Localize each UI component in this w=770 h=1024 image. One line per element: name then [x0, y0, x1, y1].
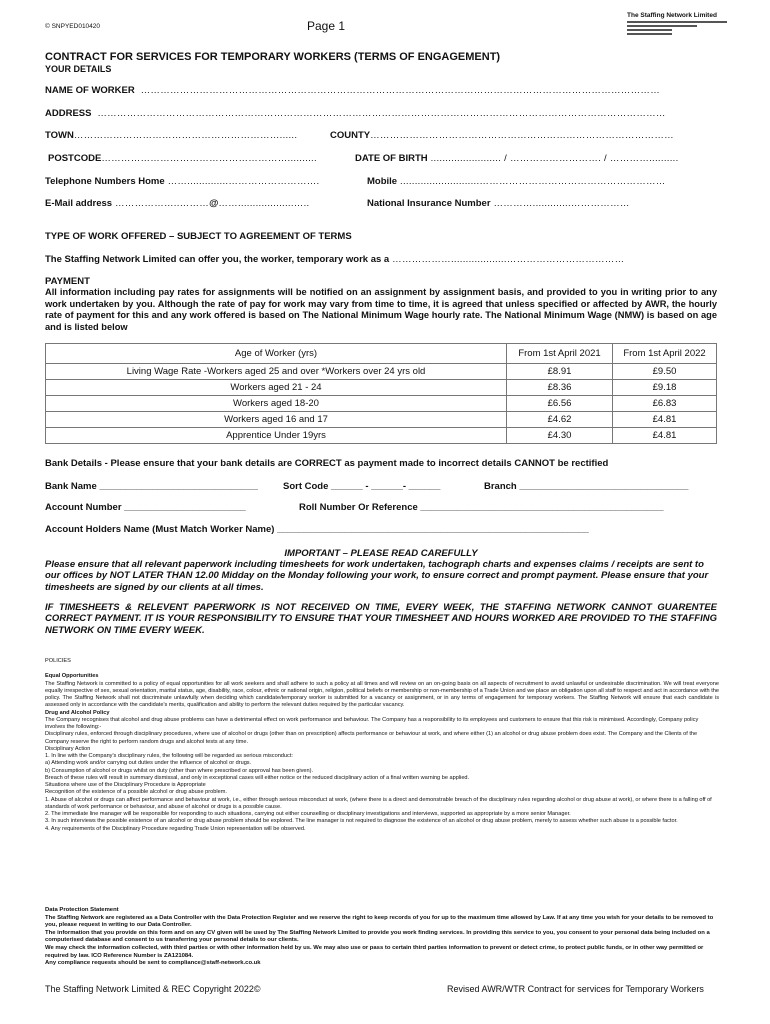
- dp-line: The information that you provide on this form and on any CV given will be used by The Staffing Network Limited to provide you work finding services. In providing this service to you, you consent to your personal data being included on a computerised database and consent to us transferring your personal details to our clients.: [45, 929, 710, 944]
- postcode-label: POSTCODE: [48, 153, 102, 164]
- drug-alcohol-heading: Drug and Alcohol Policy: [45, 709, 110, 716]
- drug-line: 4. Any requirements of the Disciplinary Procedure regarding Trade Union representation will be observed.: [45, 825, 306, 832]
- branch-label: Branch: [484, 481, 517, 492]
- dp-line: Any compliance requests should be sent to compliance@staff-network.co.uk: [45, 960, 261, 967]
- drug-line: 3. In such interviews the possible existence of an alcohol or drug abuse problem should be explored. The line manager is not required to diagnose the existence of an alcohol or drug abuse problem, merely to assess whether such abuse is a possible factor.: [45, 818, 678, 825]
- equal-opportunities-text: The Staffing Network is committed to a policy of equal opportunities for all work seekers and shall adhere to such a policy at all times and will review on an on-going basis on all aspects of recruitment to avoid unlawful or undesirable discrimination. We will treat everyone equally irrespective of sex, sexual orientation, marital status, age, disability, race, colour, ethnic or national origin, religion, political beliefs or membership or non-membership of a Trade Union and we place an obligation upon all staff to respect and act in accordance with the policy. The Staffing Network shall not discriminate unlawfully when deciding which candidate/temporary worker is submitted for a vacancy or assignment, or in any terms of engagement for temporary workers. The Staffing Network will ensure that each candidate is assessed only in accordance with the candidate's merits, qualification and ability to perform the relevant duties required by the particular vacancy.: [45, 680, 719, 709]
- ni-field[interactable]: National Insurance Number ………….............………………: [367, 198, 630, 209]
- bank-name-field[interactable]: Bank Name ______________________________: [45, 481, 258, 492]
- mobile-field[interactable]: Mobile ...........................…………………………………………………: [367, 176, 666, 187]
- important-warning: IF TIMESHEETS & RELEVENT PAPERWORK IS NOT RECEIVED ON TIME, EVERY WEEK, THE STAFFING NETWORK CANNOT GUARENTEE CORRECT PAYMENT. IT IS YOUR RESPONSIBILITY TO ENSURE THAT YOUR TIMESHEET AND HOURS WORKED ARE PROVIDED TO THE STAFFING NETWORK ON TIME EVERY WEEK.: [45, 602, 717, 636]
- important-text: Please ensure that all relevant paperwork including timesheets for work undertaken, tachograph charts and expenses claims / receipts are sent to our offices by NOT LATER THAN 12.00 Midday on the Monday following your work, to ensure correct and prompt payment. Please ensure that your timesheets are signed by our clients at all times.: [45, 559, 709, 593]
- town-label: TOWN: [45, 130, 74, 141]
- drug-line: 1. In line with the Company's disciplinary rules, the following will be regarded as serious misconduct:: [45, 753, 293, 759]
- policies-heading: POLICIES: [45, 658, 71, 664]
- policies-section: [45, 658, 719, 833]
- rate-2022-cell: £9.18: [613, 380, 717, 396]
- age-cell: Workers aged 21 - 24: [46, 380, 507, 396]
- table-row: [46, 396, 717, 412]
- roll-number-field[interactable]: Roll Number Or Reference ______________________________________________: [299, 502, 664, 513]
- table-row: [46, 428, 717, 444]
- minimum-wage-table: [45, 343, 717, 444]
- rate-2021-cell: £8.36: [507, 380, 613, 396]
- rate-2022-cell: £4.81: [613, 428, 717, 444]
- dob-field[interactable]: DATE OF BIRTH ........................ / ………………………. / …………..........: [355, 153, 679, 164]
- town-field[interactable]: TOWN………………………………………………………......: [45, 130, 298, 141]
- type-of-work-text: The Staffing Network Limited can offer you, the worker, temporary work as a: [45, 254, 390, 265]
- drug-line: Disciplinary rules, enforced through disciplinary procedures, where use of alcohol or drugs (other than on prescription) affects performance or behaviour at work, and where either (1) an alcohol or drug abuse problem does exist. The Company and the Clients of the Company reserve the right to perform random drugs and alcohol tests at any time.: [45, 731, 698, 745]
- sort-code-field[interactable]: Sort Code ______ - ______- ______: [283, 481, 441, 492]
- data-protection-section: [45, 907, 719, 968]
- header-2022: From 1st April 2022: [613, 344, 717, 364]
- drug-line: b) Consumption of alcohol or drugs whilst on duty (other than where prescribed or approval has been given).: [45, 767, 314, 774]
- rate-2022-cell: £9.50: [613, 364, 717, 380]
- contract-title: CONTRACT FOR SERVICES FOR TEMPORARY WORKERS (TERMS OF ENGAGEMENT): [45, 51, 501, 63]
- drug-line: 2. The immediate line manager will be responsible for responding to such situations, carrying out either counselling or disciplinary investigations and interviews, supported as appropriate by a more senior Manager.: [45, 811, 571, 817]
- important-heading: IMPORTANT – PLEASE READ CAREFULLY: [284, 548, 478, 559]
- branch-field[interactable]: Branch ________________________________: [484, 481, 689, 492]
- age-cell: Workers aged 18-20: [46, 396, 507, 412]
- ni-label: National Insurance Number: [367, 198, 491, 209]
- postcode-field[interactable]: POSTCODE…………………………………………………..........: [48, 153, 317, 164]
- email-at: @: [209, 198, 219, 209]
- type-of-work-field[interactable]: The Staffing Network Limited can offer you, the worker, temporary work as a ………………...................………………………………: [45, 254, 625, 265]
- header-2021: From 1st April 2021: [507, 344, 613, 364]
- county-label: COUNTY: [330, 130, 371, 141]
- rate-2022-cell: £4.81: [613, 412, 717, 428]
- drug-line: a) Attending work and/or carrying out duties under the influence of alcohol or drugs.: [45, 760, 252, 767]
- dp-line: We may check the information collected, with third parties or with other information held by us. We may also use or pass to certain third parties information to prevent or detect crime, to protect public funds, or in other way permitted or required by law. ICO Reference Number is ZA121084.: [45, 944, 704, 959]
- drug-line: Breach of these rules will result in summary dismissal, and only in exceptional cases will either notice or the reduced disciplinary action of a final written warning be applied.: [45, 774, 470, 781]
- drug-line: The Company recognises that alcohol and drug abuse problems can have a detrimental effect on work performance and behaviour. The Company has a responsibility to its employees and customers to ensure that this risk is minimised. Accordingly, Company policy involves the following:-: [45, 716, 699, 730]
- header-age: Age of Worker (yrs): [46, 344, 507, 364]
- equal-opportunities-heading: Equal Opportunities: [45, 673, 99, 680]
- drug-line: Situations where use of the Disciplinary Procedure is Appropriate: [45, 782, 206, 788]
- mobile-label: Mobile: [367, 176, 398, 187]
- table-row: [46, 412, 717, 428]
- name-field[interactable]: NAME OF WORKER ……………………………………………………………………………………………………………………………………………: [45, 85, 660, 96]
- dp-line: The Staffing Network are registered as a Data Controller with the Data Protection Register and we reserve the right to keep records of you for up to the maximum time allowed by Law. If at any time you wish for your details to be removed to you, please request in writing to our Data Controller.: [45, 914, 714, 929]
- dob-label: DATE OF BIRTH: [355, 153, 428, 164]
- company-logo: [627, 12, 727, 35]
- age-cell: Apprentice Under 19yrs: [46, 428, 507, 444]
- payment-text: All information including pay rates for assignments will be notified on an assignment by assignment basis, and provided to you in writing prior to any work undertaken by you. Although the rate of pay for work may vary from time to time, it is agreed that unless specified or affected by AWR, the hourly rate of payment for this and any work offered is based on The National Minimum Wage hourly rate. The National Minimum Wage (NMW) is based on age and is listed below: [45, 287, 717, 332]
- footer-copyright: The Staffing Network Limited & REC Copyright 2022©: [45, 984, 261, 994]
- age-cell: Workers aged 16 and 17: [46, 412, 507, 428]
- rate-2021-cell: £6.56: [507, 396, 613, 412]
- account-holders-field[interactable]: Account Holders Name (Must Match Worker Name) ___________________________________________________________: [45, 524, 589, 535]
- type-of-work-heading: TYPE OF WORK OFFERED – SUBJECT TO AGREEMENT OF TERMS: [45, 231, 352, 242]
- address-label: ADDRESS: [45, 108, 92, 119]
- age-cell: Living Wage Rate -Workers aged 25 and over *Workers over 24 yrs old: [46, 364, 507, 380]
- footer-revision: Revised AWR/WTR Contract for services for Temporary Workers: [447, 984, 704, 994]
- table-header-row: [46, 344, 717, 364]
- telephone-label: Telephone Numbers Home: [45, 176, 165, 187]
- your-details-heading: YOUR DETAILS: [45, 64, 112, 74]
- bank-notice: Bank Details - Please ensure that your bank details are CORRECT as payment made to incorrect details CANNOT be rectified: [45, 458, 609, 469]
- name-label: NAME OF WORKER: [45, 85, 135, 96]
- account-number-label: Account Number: [45, 502, 122, 513]
- bank-name-label: Bank Name: [45, 481, 97, 492]
- document-reference: © SNPYED010420: [45, 23, 101, 30]
- data-protection-heading: Data Protection Statement: [45, 907, 119, 913]
- rate-2022-cell: £6.83: [613, 396, 717, 412]
- rate-2021-cell: £8.91: [507, 364, 613, 380]
- drug-line: Disciplinary Action: [45, 745, 91, 752]
- drug-line: 1. Abuse of alcohol or drugs can affect performance and behaviour at work, i.e., either through serious misconduct at work, (where there is a direct and demonstrable breach of the disciplinary rules regarding alcohol or drug abuse at work), or where there is a falling off of standards of work performance or behaviour, and abuse of alcohol or drugs is a possible cause.: [45, 796, 712, 810]
- table-row: [46, 364, 717, 380]
- account-number-field[interactable]: Account Number _______________________: [45, 502, 246, 513]
- rate-2021-cell: £4.62: [507, 412, 613, 428]
- payment-heading: PAYMENT: [45, 276, 90, 287]
- page-number: Page 1: [307, 19, 346, 33]
- account-holders-label: Account Holders Name (Must Match Worker Name): [45, 524, 275, 535]
- telephone-field[interactable]: Telephone Numbers Home ……..............……………………….: [45, 176, 320, 187]
- drug-line: Recognition of the existence of a possible alcohol or drug abuse problem.: [45, 789, 227, 796]
- table-row: [46, 380, 717, 396]
- logo-text: The Staffing Network Limited: [627, 12, 717, 19]
- roll-number-label: Roll Number Or Reference: [299, 502, 418, 513]
- sort-code-label: Sort Code: [283, 481, 329, 492]
- email-field[interactable]: E-Mail address ………………..………@……...................…..: [45, 198, 310, 209]
- address-field[interactable]: ADDRESS …………………………………………………………………………………………………………………………………………………………: [45, 108, 666, 119]
- county-field[interactable]: COUNTY…………………………………………………………………………………: [330, 130, 674, 141]
- email-label: E-Mail address: [45, 198, 113, 209]
- rate-2021-cell: £4.30: [507, 428, 613, 444]
